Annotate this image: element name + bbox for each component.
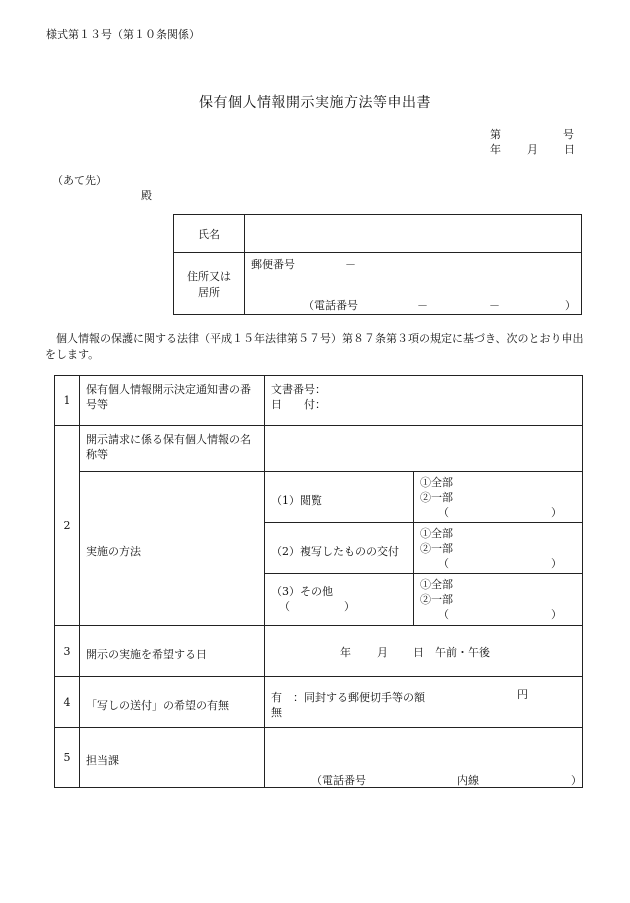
row1-number: 1: [55, 376, 80, 426]
address-label-line2: 居所: [198, 285, 220, 299]
paren-close: ）: [344, 600, 355, 613]
row1-value[interactable]: [265, 376, 583, 426]
row2-method-label: 実施の方法: [80, 472, 265, 626]
dono-label: 殿: [141, 189, 152, 202]
row1-date: 日 付：: [271, 398, 326, 411]
row3-year: 年: [340, 646, 351, 659]
phone-dash-1: －: [417, 299, 428, 312]
name-label: 氏名: [174, 215, 245, 253]
method-option-3[interactable]: [265, 574, 414, 626]
row5-value[interactable]: [265, 728, 583, 788]
method-option-1-choice[interactable]: [414, 472, 583, 523]
row1-label: 保有個人情報開示決定通知書の番号等: [80, 376, 265, 426]
date-month: 月: [527, 143, 538, 156]
page-title: 保有個人情報開示実施方法等申出書: [199, 95, 431, 111]
paren-open: （: [438, 506, 449, 519]
row3-label: 開示の実施を希望する日: [80, 626, 265, 677]
option-3-label: （3）その他: [271, 585, 333, 598]
intro-paragraph: 個人情報の保護に関する法律（平成１５年法律第５７号）第８７条第３項の規定に基づき、次のとおり申出をします。: [45, 332, 584, 361]
row4-value[interactable]: [265, 677, 583, 728]
paren-close: ）: [551, 608, 562, 621]
method-option-2-choice[interactable]: [414, 523, 583, 574]
date-year: 年: [490, 143, 501, 156]
phone-open-label: （電話番号: [303, 299, 358, 312]
postal-label: 郵便番号: [251, 258, 295, 271]
document-number-line: [490, 126, 574, 142]
postal-dash: －: [345, 258, 356, 271]
option-2-all: ①全部: [420, 527, 453, 540]
row5-extension: 内線: [457, 774, 479, 787]
applicant-table: [173, 214, 582, 315]
address-field[interactable]: [245, 253, 582, 315]
option-3-all: ①全部: [420, 578, 453, 591]
row2-name-value[interactable]: [265, 426, 583, 472]
paren-close: ）: [551, 557, 562, 570]
option-1-part: ②一部: [420, 491, 453, 504]
name-field[interactable]: [245, 215, 582, 253]
addressee-label: （あて先）: [52, 174, 107, 187]
paren-close: ）: [551, 506, 562, 519]
row2-name-label: 開示請求に係る保有個人情報の名称等: [80, 426, 265, 472]
row3-month: 月: [377, 646, 388, 659]
option-1-all: ①全部: [420, 476, 453, 489]
option-2-part: ②一部: [420, 542, 453, 555]
method-option-3-choice[interactable]: [414, 574, 583, 626]
row2-number: 2: [55, 426, 80, 626]
paren-open: （: [438, 557, 449, 570]
row4-yen: 円: [517, 688, 528, 701]
address-label-line1: 住所又は: [187, 269, 231, 283]
paren-open: （: [279, 600, 290, 613]
method-option-1[interactable]: （1）閲覧: [265, 472, 414, 523]
option-3-part: ②一部: [420, 593, 453, 606]
address-label: [174, 253, 245, 315]
row3-ampm: 午前・午後: [435, 646, 490, 659]
row3-day: 日: [413, 646, 424, 659]
row1-doc-number: 文書番号：: [271, 383, 326, 396]
method-option-2[interactable]: （2）複写したものの交付: [265, 523, 414, 574]
request-table: [54, 375, 583, 788]
row5-number: 5: [55, 728, 80, 788]
row5-label: 担当課: [80, 728, 265, 788]
phone-dash-2: －: [489, 299, 500, 312]
row4-number: 4: [55, 677, 80, 728]
date-line: [490, 141, 575, 157]
row5-close: ）: [571, 774, 582, 787]
date-day: 日: [564, 143, 575, 156]
phone-close: ）: [565, 299, 576, 312]
form-number: 様式第１３号（第１０条関係）: [46, 28, 200, 41]
row5-phone-open: （電話番号: [311, 774, 366, 787]
row4-label: 「写しの送付」の希望の有無: [80, 677, 265, 728]
row4-yes[interactable]: 有 ：同封する郵便切手等の額: [271, 691, 425, 704]
doc-no-go: 号: [563, 128, 574, 141]
row4-no[interactable]: 無: [271, 706, 282, 719]
paren-open: （: [438, 608, 449, 621]
row3-value[interactable]: [265, 626, 583, 677]
row3-number: 3: [55, 626, 80, 677]
doc-no-dai: 第: [490, 128, 501, 141]
